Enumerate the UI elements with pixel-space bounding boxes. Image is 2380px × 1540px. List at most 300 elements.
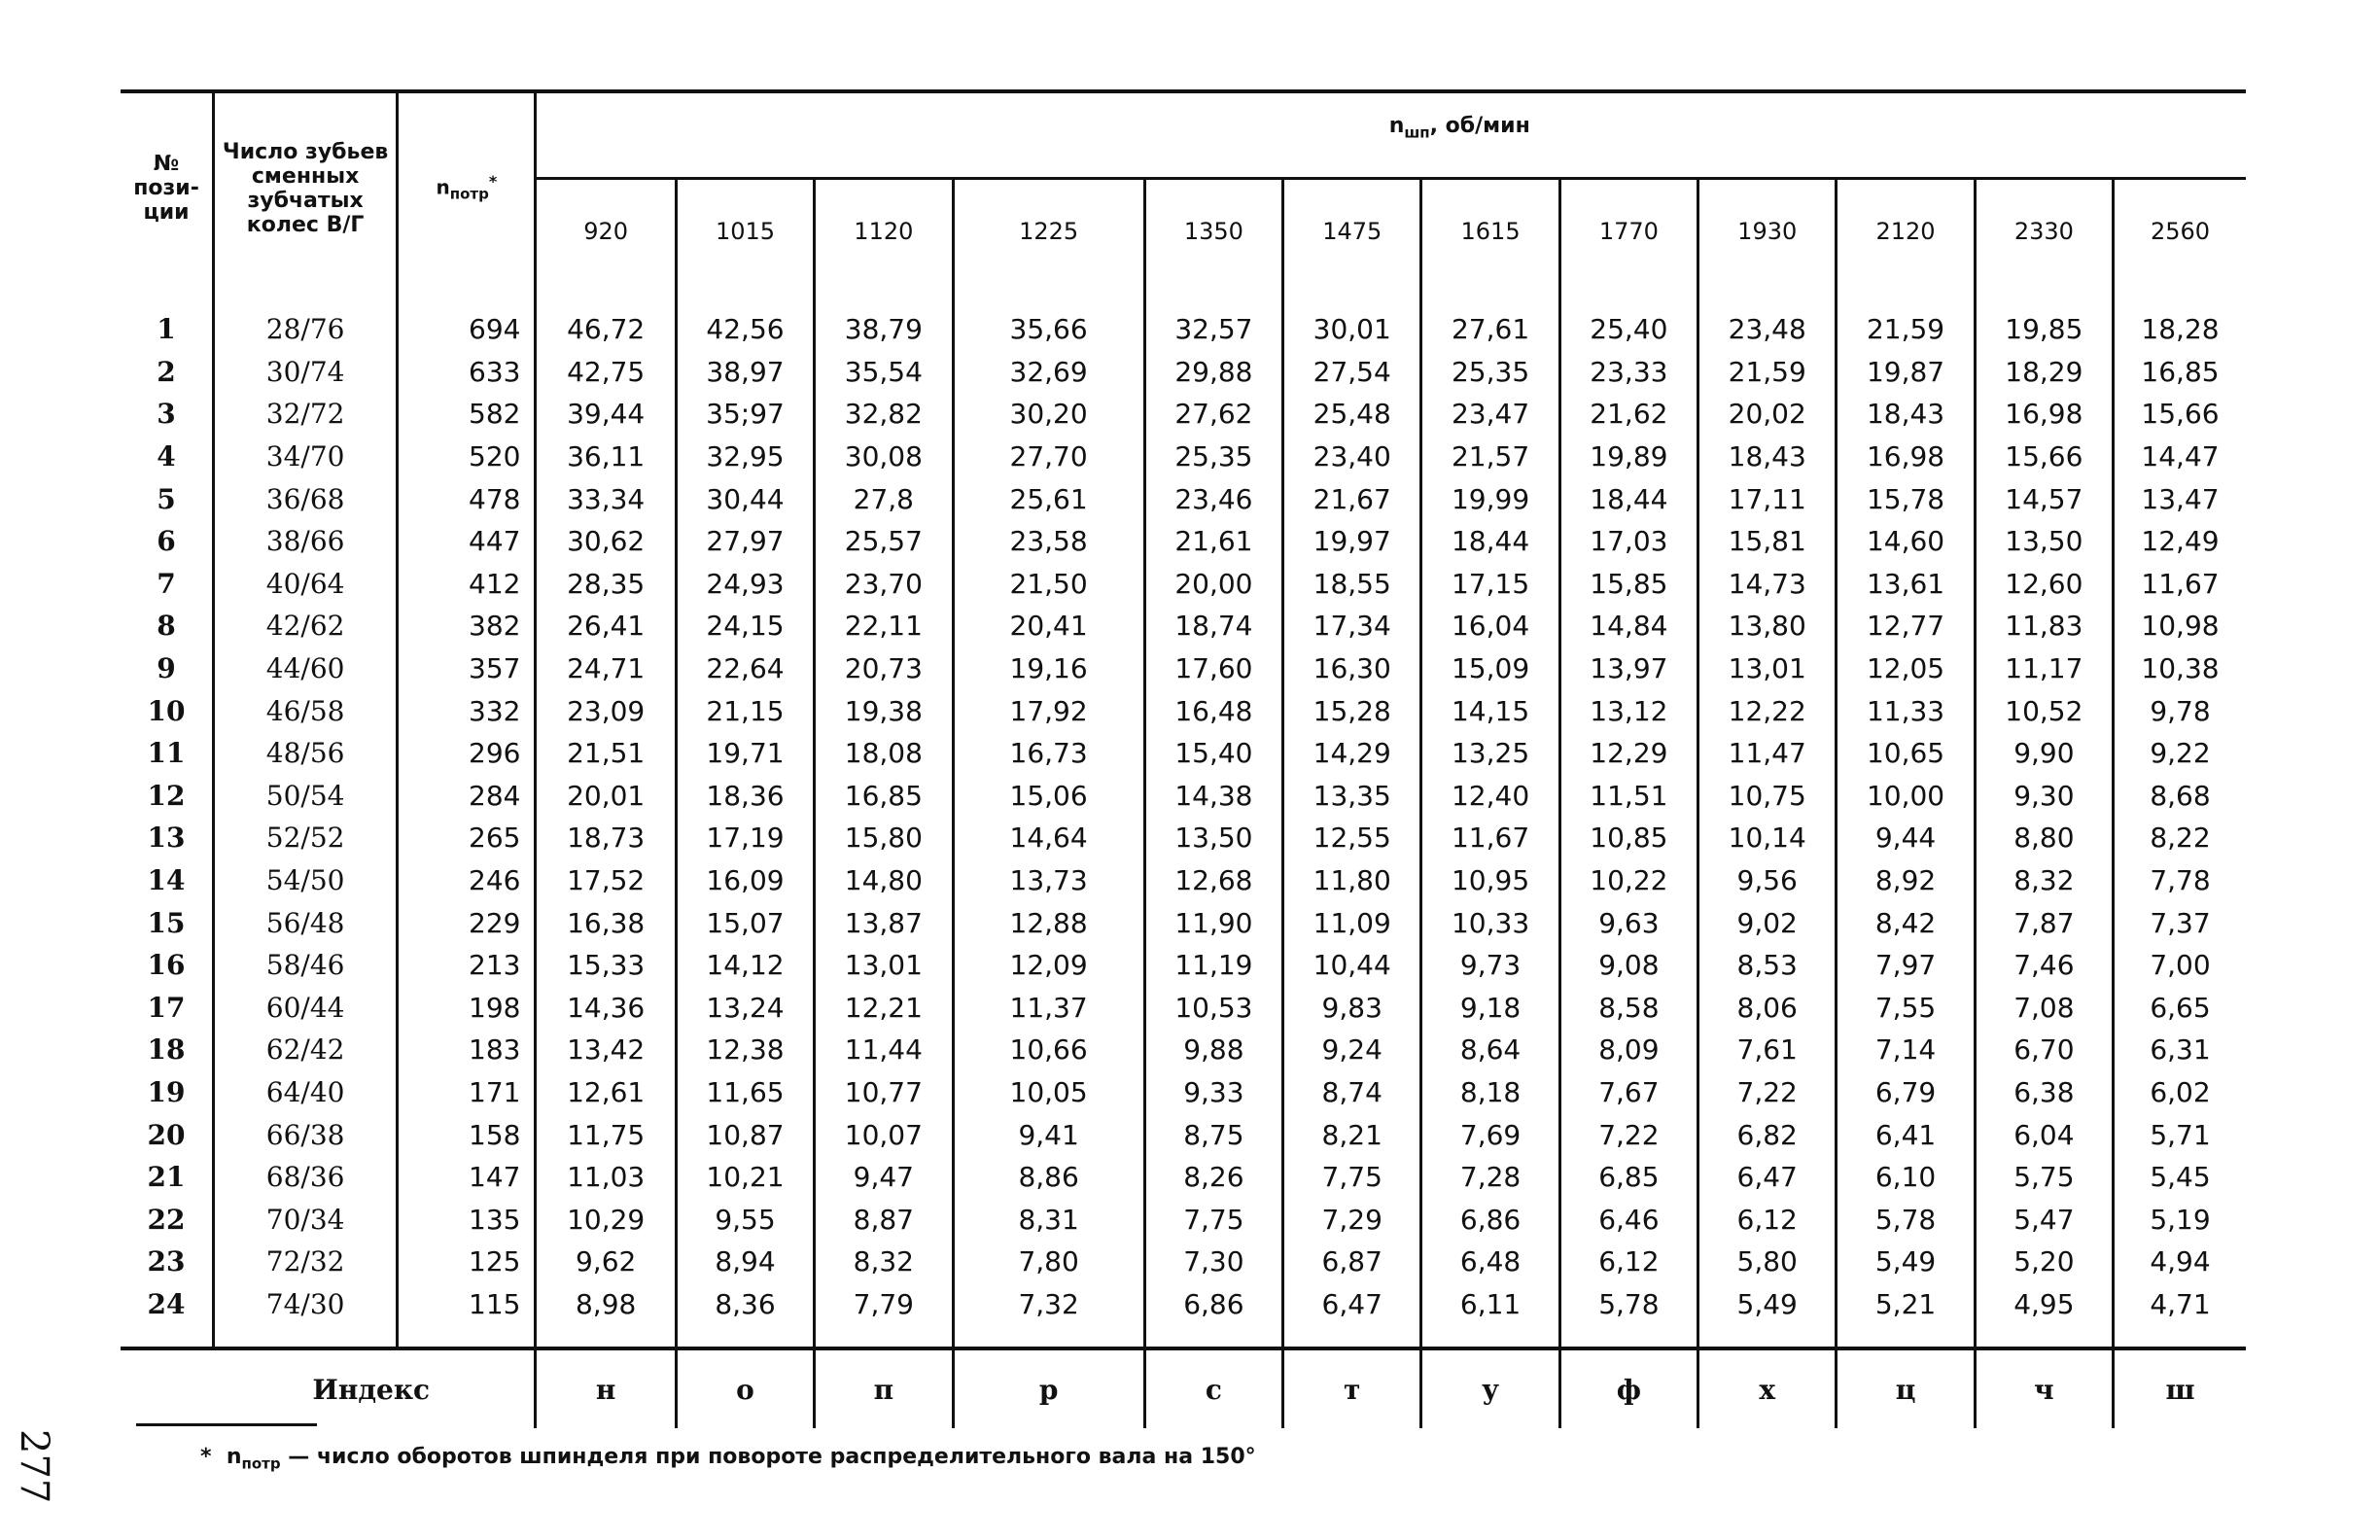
value-cell: 19,87	[1837, 351, 1975, 394]
position-cell: 13	[147, 822, 186, 855]
value-cell: 11,19	[1144, 944, 1282, 987]
npotr-cell: 357	[398, 648, 536, 690]
value-cell: 23,48	[1698, 283, 1837, 351]
value-cell: 19,97	[1283, 520, 1421, 563]
value-cell: 15,85	[1559, 563, 1698, 606]
header-npotr: $n_{потр}^*$	[398, 91, 536, 283]
value-cell: 12,09	[953, 944, 1144, 987]
position-cell: 12	[147, 779, 186, 812]
value-cell: 35;97	[676, 393, 814, 436]
value-cell: 8,21	[1283, 1113, 1421, 1156]
value-cell: 16,09	[676, 859, 814, 902]
value-cell: 35,66	[953, 283, 1144, 351]
value-cell: 14,73	[1698, 563, 1837, 606]
table-row	[121, 817, 2246, 859]
value-cell: 10,85	[1559, 817, 1698, 859]
value-cell: 6,48	[1421, 1241, 1559, 1283]
value-cell: 21,51	[536, 732, 676, 775]
index-letter-cell: р	[953, 1348, 1144, 1428]
value-cell: 30,01	[1283, 283, 1421, 351]
index-letter-cell: ц	[1837, 1348, 1975, 1428]
value-cell: 18,08	[815, 732, 953, 775]
position-cell: 11	[147, 737, 186, 770]
value-cell: 9,63	[1559, 901, 1698, 944]
value-cell: 6,86	[1421, 1198, 1559, 1241]
value-cell: 6,11	[1421, 1283, 1559, 1349]
value-cell: 18,43	[1698, 436, 1837, 478]
value-cell: 11,09	[1283, 901, 1421, 944]
value-cell: 30,44	[676, 477, 814, 520]
npotr-cell: 447	[398, 520, 536, 563]
value-cell: 17,03	[1559, 520, 1698, 563]
value-cell: 6,04	[1975, 1113, 2113, 1156]
npotr-cell: 296	[398, 732, 536, 775]
table-row	[121, 648, 2246, 690]
npotr-cell: 694	[398, 283, 536, 351]
value-cell: 16,85	[2114, 351, 2246, 394]
value-cell: 7,22	[1698, 1071, 1837, 1114]
value-cell: 8,32	[815, 1241, 953, 1283]
value-cell: 16,38	[536, 901, 676, 944]
index-letter-cell: н	[536, 1348, 676, 1428]
speed-header-1350: 1350	[1144, 179, 1282, 284]
value-cell: 11,33	[1837, 689, 1975, 732]
value-cell: 23,47	[1421, 393, 1559, 436]
value-cell: 6,79	[1837, 1071, 1975, 1114]
value-cell: 14,47	[2114, 436, 2246, 478]
value-cell: 7,67	[1559, 1071, 1698, 1114]
value-cell: 30,20	[953, 393, 1144, 436]
value-cell: 8,58	[1559, 987, 1698, 1030]
value-cell: 6,31	[2114, 1029, 2246, 1071]
value-cell: 11,75	[536, 1113, 676, 1156]
value-cell: 25,61	[953, 477, 1144, 520]
value-cell: 6,87	[1283, 1241, 1421, 1283]
value-cell: 12,38	[676, 1029, 814, 1071]
position-cell: 21	[147, 1161, 186, 1194]
value-cell: 21,67	[1283, 477, 1421, 520]
value-cell: 15,28	[1283, 689, 1421, 732]
value-cell: 11,37	[953, 987, 1144, 1030]
value-cell: 5,21	[1837, 1283, 1975, 1349]
table-row	[121, 393, 2246, 436]
gear-ratio-cell: 72/32	[214, 1241, 398, 1283]
index-letter-cell: ш	[2114, 1348, 2246, 1428]
value-cell: 7,97	[1837, 944, 1975, 987]
index-letter-cell: т	[1283, 1348, 1421, 1428]
table-row	[121, 901, 2246, 944]
table-row	[121, 689, 2246, 732]
value-cell: 11,65	[676, 1071, 814, 1114]
value-cell: 7,22	[1559, 1113, 1698, 1156]
value-cell: 10,29	[536, 1198, 676, 1241]
value-cell: 13,97	[1559, 648, 1698, 690]
value-cell: 16,30	[1283, 648, 1421, 690]
value-cell: 8,68	[2114, 775, 2246, 818]
value-cell: 20,02	[1698, 393, 1837, 436]
value-cell: 7,08	[1975, 987, 2113, 1030]
value-cell: 8,75	[1144, 1113, 1282, 1156]
npotr-cell: 135	[398, 1198, 536, 1241]
value-cell: 14,64	[953, 817, 1144, 859]
value-cell: 6,41	[1837, 1113, 1975, 1156]
npotr-cell: 633	[398, 351, 536, 394]
gear-ratio-cell: 50/54	[214, 775, 398, 818]
value-cell: 15,66	[2114, 393, 2246, 436]
value-cell: 11,67	[2114, 563, 2246, 606]
header-position: № пози-ции	[121, 91, 214, 283]
value-cell: 9,30	[1975, 775, 2113, 818]
value-cell: 6,12	[1559, 1241, 1698, 1283]
index-letter-cell: п	[815, 1348, 953, 1428]
value-cell: 4,94	[2114, 1241, 2246, 1283]
value-cell: 8,53	[1698, 944, 1837, 987]
gear-ratio-cell: 38/66	[214, 520, 398, 563]
value-cell: 10,66	[953, 1029, 1144, 1071]
gear-ratio-cell: 54/50	[214, 859, 398, 902]
value-cell: 18,73	[536, 817, 676, 859]
value-cell: 10,44	[1283, 944, 1421, 987]
value-cell: 7,46	[1975, 944, 2113, 987]
value-cell: 12,68	[1144, 859, 1282, 902]
table-header	[121, 91, 2246, 283]
value-cell: 25,35	[1421, 351, 1559, 394]
value-cell: 13,61	[1837, 563, 1975, 606]
value-cell: 9,83	[1283, 987, 1421, 1030]
speed-header-2560: 2560	[2114, 179, 2246, 284]
position-cell: 14	[147, 864, 186, 897]
value-cell: 9,24	[1283, 1029, 1421, 1071]
value-cell: 13,35	[1283, 775, 1421, 818]
value-cell: 7,37	[2114, 901, 2246, 944]
npotr-cell: 582	[398, 393, 536, 436]
header-gear-ratio: Число зубьев сменных зубчатых колес В/Г	[214, 91, 398, 283]
position-cell: 24	[147, 1287, 186, 1320]
value-cell: 10,22	[1559, 859, 1698, 902]
value-cell: 22,11	[815, 605, 953, 648]
value-cell: 10,05	[953, 1071, 1144, 1114]
table-row	[121, 351, 2246, 394]
value-cell: 18,29	[1975, 351, 2113, 394]
position-cell: 15	[147, 906, 186, 939]
table-row	[121, 283, 2246, 351]
value-cell: 14,57	[1975, 477, 2113, 520]
table-row	[121, 563, 2246, 606]
value-cell: 11,83	[1975, 605, 2113, 648]
value-cell: 27,70	[953, 436, 1144, 478]
value-cell: 16,98	[1837, 436, 1975, 478]
value-cell: 12,05	[1837, 648, 1975, 690]
value-cell: 18,44	[1559, 477, 1698, 520]
npotr-cell: 284	[398, 775, 536, 818]
value-cell: 21,15	[676, 689, 814, 732]
footnote	[200, 1445, 1256, 1472]
value-cell: 13,01	[1698, 648, 1837, 690]
value-cell: 8,87	[815, 1198, 953, 1241]
position-cell: 23	[147, 1245, 186, 1278]
value-cell: 9,22	[2114, 732, 2246, 775]
value-cell: 32,95	[676, 436, 814, 478]
value-cell: 25,35	[1144, 436, 1282, 478]
value-cell: 27,8	[815, 477, 953, 520]
value-cell: 6,47	[1283, 1283, 1421, 1349]
value-cell: 7,80	[953, 1241, 1144, 1283]
value-cell: 8,80	[1975, 817, 2113, 859]
position-cell: 20	[147, 1118, 186, 1151]
value-cell: 14,29	[1283, 732, 1421, 775]
index-letter-cell: ч	[1975, 1348, 2113, 1428]
value-cell: 10,07	[815, 1113, 953, 1156]
value-cell: 21,57	[1421, 436, 1559, 478]
gear-ratio-cell: 40/64	[214, 563, 398, 606]
position-cell: 22	[147, 1203, 186, 1236]
value-cell: 9,02	[1698, 901, 1837, 944]
table-row	[121, 944, 2246, 987]
value-cell: 12,60	[1975, 563, 2113, 606]
value-cell: 4,71	[2114, 1283, 2246, 1349]
value-cell: 6,38	[1975, 1071, 2113, 1114]
value-cell: 10,14	[1698, 817, 1837, 859]
value-cell: 16,98	[1975, 393, 2113, 436]
value-cell: 17,92	[953, 689, 1144, 732]
table-row	[121, 605, 2246, 648]
value-cell: 8,32	[1975, 859, 2113, 902]
value-cell: 10,77	[815, 1071, 953, 1114]
value-cell: 13,73	[953, 859, 1144, 902]
value-cell: 8,09	[1559, 1029, 1698, 1071]
value-cell: 20,73	[815, 648, 953, 690]
value-cell: 46,72	[536, 283, 676, 351]
value-cell: 18,43	[1837, 393, 1975, 436]
header-spindle-speed-group: $n_{шп}$, об/мин	[536, 91, 2246, 179]
table-row	[121, 1198, 2246, 1241]
value-cell: 30,62	[536, 520, 676, 563]
index-letter-cell: с	[1144, 1348, 1282, 1428]
position-cell: 19	[147, 1075, 186, 1108]
index-letter-cell: о	[676, 1348, 814, 1428]
value-cell: 16,85	[815, 775, 953, 818]
value-cell: 13,87	[815, 901, 953, 944]
value-cell: 27,62	[1144, 393, 1282, 436]
value-cell: 10,33	[1421, 901, 1559, 944]
value-cell: 8,92	[1837, 859, 1975, 902]
value-cell: 14,38	[1144, 775, 1282, 818]
value-cell: 7,61	[1698, 1029, 1837, 1071]
value-cell: 39,44	[536, 393, 676, 436]
value-cell: 32,69	[953, 351, 1144, 394]
value-cell: 9,41	[953, 1113, 1144, 1156]
value-cell: 17,19	[676, 817, 814, 859]
value-cell: 15,81	[1698, 520, 1837, 563]
value-cell: 5,49	[1837, 1241, 1975, 1283]
gear-ratio-cell: 58/46	[214, 944, 398, 987]
value-cell: 15,40	[1144, 732, 1282, 775]
value-cell: 7,69	[1421, 1113, 1559, 1156]
speed-header-1475: 1475	[1283, 179, 1421, 284]
value-cell: 5,78	[1837, 1198, 1975, 1241]
value-cell: 42,56	[676, 283, 814, 351]
value-cell: 11,67	[1421, 817, 1559, 859]
npotr-cell: 125	[398, 1241, 536, 1283]
value-cell: 14,36	[536, 987, 676, 1030]
value-cell: 10,75	[1698, 775, 1837, 818]
value-cell: 7,32	[953, 1283, 1144, 1349]
index-letter-cell: х	[1698, 1348, 1837, 1428]
value-cell: 10,21	[676, 1156, 814, 1199]
table-row	[121, 1113, 2246, 1156]
value-cell: 6,86	[1144, 1283, 1282, 1349]
value-cell: 11,90	[1144, 901, 1282, 944]
npotr-cell: 171	[398, 1071, 536, 1114]
npotr-cell: 382	[398, 605, 536, 648]
gear-ratio-cell: 44/60	[214, 648, 398, 690]
speed-header-920: 920	[536, 179, 676, 284]
value-cell: 9,33	[1144, 1071, 1282, 1114]
footnote-text: — число оборотов шпинделя при повороте распределительного вала на 150°	[288, 1445, 1256, 1469]
value-cell: 20,00	[1144, 563, 1282, 606]
value-cell: 12,29	[1559, 732, 1698, 775]
value-cell: 12,61	[536, 1071, 676, 1114]
position-cell: 1	[157, 313, 176, 346]
value-cell: 5,19	[2114, 1198, 2246, 1241]
value-cell: 16,73	[953, 732, 1144, 775]
value-cell: 15,09	[1421, 648, 1559, 690]
position-cell: 3	[157, 398, 176, 431]
npotr-cell: 520	[398, 436, 536, 478]
table-row	[121, 987, 2246, 1030]
value-cell: 19,85	[1975, 283, 2113, 351]
table-row	[121, 1071, 2246, 1114]
speed-header-1120: 1120	[815, 179, 953, 284]
gear-ratio-cell: 56/48	[214, 901, 398, 944]
gear-ratio-cell: 64/40	[214, 1071, 398, 1114]
value-cell: 10,98	[2114, 605, 2246, 648]
gear-ratio-cell: 70/34	[214, 1198, 398, 1241]
value-cell: 18,74	[1144, 605, 1282, 648]
value-cell: 23,70	[815, 563, 953, 606]
value-cell: 21,61	[1144, 520, 1282, 563]
value-cell: 6,02	[2114, 1071, 2246, 1114]
value-cell: 9,55	[676, 1198, 814, 1241]
position-cell: 6	[157, 525, 176, 558]
value-cell: 28,35	[536, 563, 676, 606]
position-cell: 8	[157, 610, 176, 643]
npotr-cell: 246	[398, 859, 536, 902]
value-cell: 11,51	[1559, 775, 1698, 818]
value-cell: 5,47	[1975, 1198, 2113, 1241]
npotr-cell: 198	[398, 987, 536, 1030]
npotr-cell: 147	[398, 1156, 536, 1199]
table-row	[121, 477, 2246, 520]
npotr-cell: 332	[398, 689, 536, 732]
value-cell: 9,73	[1421, 944, 1559, 987]
value-cell: 20,01	[536, 775, 676, 818]
value-cell: 25,40	[1559, 283, 1698, 351]
position-cell: 17	[147, 991, 186, 1024]
value-cell: 9,78	[2114, 689, 2246, 732]
value-cell: 5,75	[1975, 1156, 2113, 1199]
value-cell: 10,52	[1975, 689, 2113, 732]
value-cell: 17,52	[536, 859, 676, 902]
footnote-mark: *	[200, 1445, 212, 1469]
value-cell: 13,12	[1559, 689, 1698, 732]
value-cell: 10,00	[1837, 775, 1975, 818]
value-cell: 13,50	[1144, 817, 1282, 859]
value-cell: 14,12	[676, 944, 814, 987]
value-cell: 22,64	[676, 648, 814, 690]
npotr-cell: 158	[398, 1113, 536, 1156]
value-cell: 6,12	[1698, 1198, 1837, 1241]
value-cell: 5,80	[1698, 1241, 1837, 1283]
value-cell: 11,47	[1698, 732, 1837, 775]
value-cell: 10,95	[1421, 859, 1559, 902]
index-letter-cell: ф	[1559, 1348, 1698, 1428]
value-cell: 21,59	[1837, 283, 1975, 351]
value-cell: 14,80	[815, 859, 953, 902]
value-cell: 42,75	[536, 351, 676, 394]
value-cell: 16,04	[1421, 605, 1559, 648]
gear-ratio-cell: 42/62	[214, 605, 398, 648]
value-cell: 9,62	[536, 1241, 676, 1283]
value-cell: 8,42	[1837, 901, 1975, 944]
value-cell: 11,17	[1975, 648, 2113, 690]
npotr-cell: 412	[398, 563, 536, 606]
value-cell: 8,98	[536, 1283, 676, 1349]
value-cell: 4,95	[1975, 1283, 2113, 1349]
value-cell: 11,44	[815, 1029, 953, 1071]
value-cell: 14,84	[1559, 605, 1698, 648]
value-cell: 36,11	[536, 436, 676, 478]
value-cell: 20,41	[953, 605, 1144, 648]
npotr-cell: 229	[398, 901, 536, 944]
table-row	[121, 436, 2246, 478]
value-cell: 10,87	[676, 1113, 814, 1156]
gear-ratio-cell: 28/76	[214, 283, 398, 351]
value-cell: 8,18	[1421, 1071, 1559, 1114]
value-cell: 18,55	[1283, 563, 1421, 606]
value-cell: 9,18	[1421, 987, 1559, 1030]
table-row	[121, 1241, 2246, 1283]
gear-ratio-cell: 34/70	[214, 436, 398, 478]
value-cell: 7,79	[815, 1283, 953, 1349]
value-cell: 19,38	[815, 689, 953, 732]
value-cell: 23,46	[1144, 477, 1282, 520]
value-cell: 12,77	[1837, 605, 1975, 648]
value-cell: 7,30	[1144, 1241, 1282, 1283]
value-cell: 10,53	[1144, 987, 1282, 1030]
value-cell: 11,03	[536, 1156, 676, 1199]
value-cell: 7,87	[1975, 901, 2113, 944]
value-cell: 17,34	[1283, 605, 1421, 648]
value-cell: 12,88	[953, 901, 1144, 944]
value-cell: 13,80	[1698, 605, 1837, 648]
value-cell: 6,47	[1698, 1156, 1837, 1199]
value-cell: 23,40	[1283, 436, 1421, 478]
npotr-cell: 115	[398, 1283, 536, 1349]
index-label: Индекс	[121, 1348, 536, 1428]
gear-ratio-cell: 30/74	[214, 351, 398, 394]
value-cell: 23,33	[1559, 351, 1698, 394]
value-cell: 15,78	[1837, 477, 1975, 520]
value-cell: 7,75	[1144, 1198, 1282, 1241]
index-letter-cell: у	[1421, 1348, 1559, 1428]
value-cell: 5,78	[1559, 1283, 1698, 1349]
value-cell: 11,80	[1283, 859, 1421, 902]
value-cell: 14,60	[1837, 520, 1975, 563]
value-cell: 13,47	[2114, 477, 2246, 520]
value-cell: 15,80	[815, 817, 953, 859]
value-cell: 6,85	[1559, 1156, 1698, 1199]
